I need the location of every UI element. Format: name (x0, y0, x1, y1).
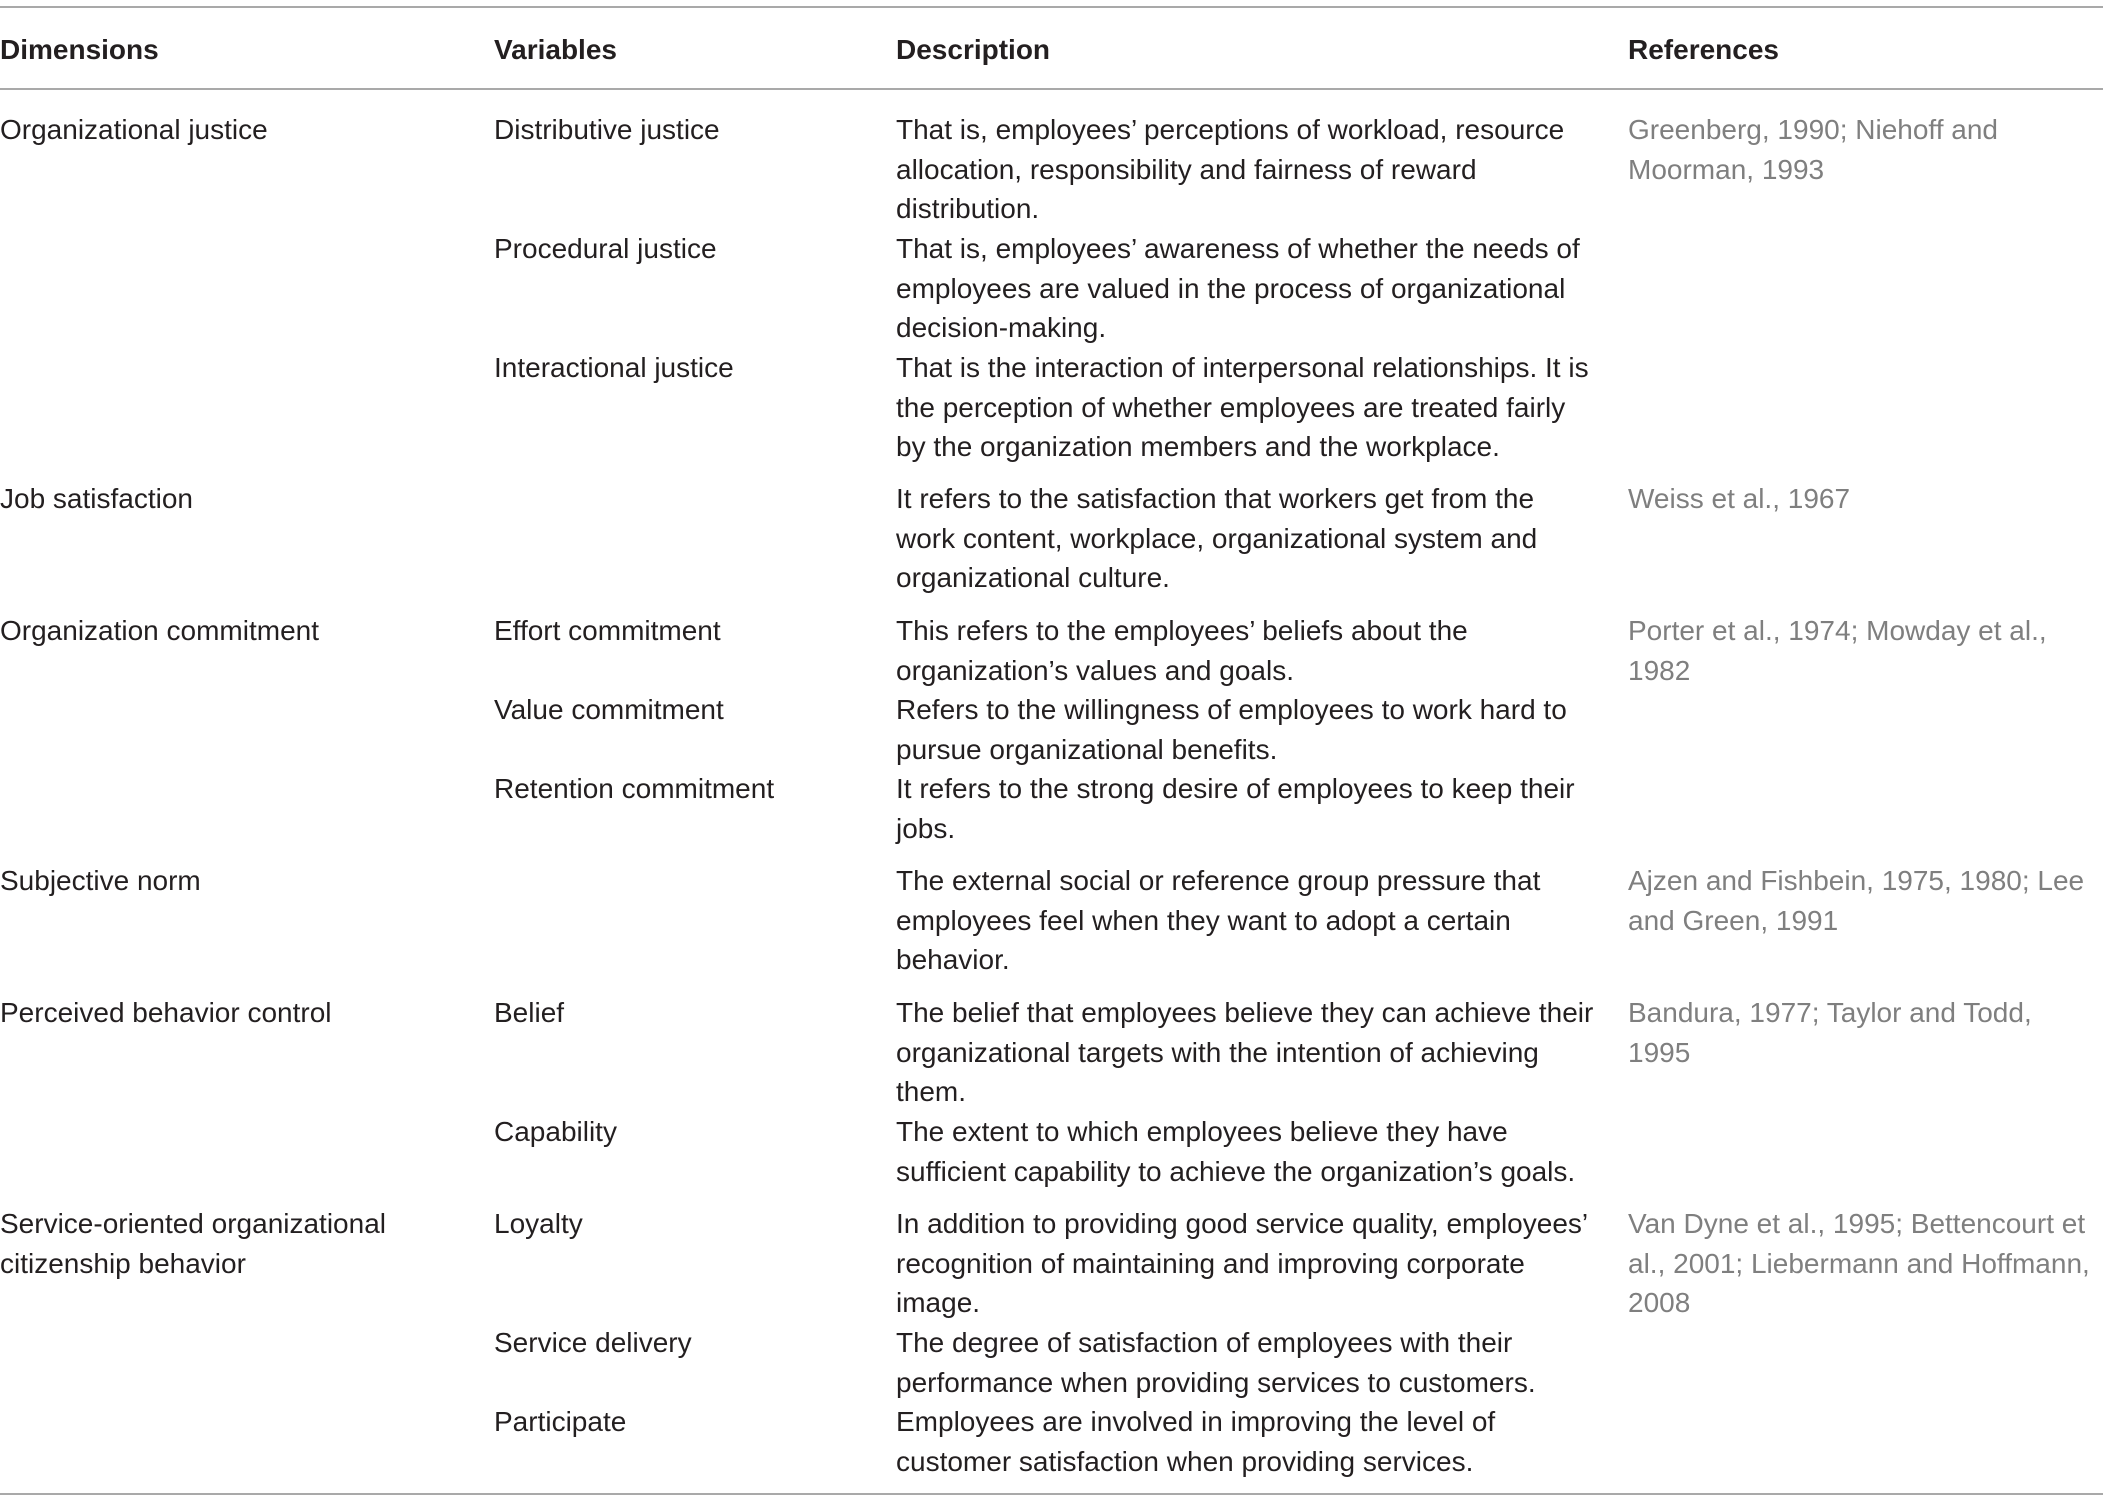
bottom-rule (0, 1493, 2103, 1495)
description-cell: That is, employees’ awareness of whether the needs of employees are valued in the process of organizational decision-making. (896, 233, 1580, 343)
references-cell: Van Dyne et al., 1995; Bettencourt et al., 2001; Liebermann and Hoffmann, 2008 (1628, 1208, 2090, 1318)
variable-cell: Participate (494, 1406, 627, 1437)
dimension-cell: Service-oriented organizational citizenship behavior (0, 1208, 386, 1279)
dimension-cell: Organizational justice (0, 114, 268, 145)
description-cell: The extent to which employees believe they have sufficient capability to achieve the organization’s goals. (896, 1116, 1576, 1187)
description-cell: It refers to the satisfaction that workers get from the work content, workplace, organizational system and organizational culture. (896, 483, 1538, 593)
description-cell: The degree of satisfaction of employees with their performance when providing services to customers. (896, 1327, 1536, 1398)
variable-cell: Loyalty (494, 1208, 583, 1239)
header-dimensions: Dimensions (0, 34, 159, 65)
dimension-cell: Job satisfaction (0, 483, 193, 514)
description-cell: Employees are involved in improving the level of customer satisfaction when providing services. (896, 1406, 1496, 1477)
description-cell: That is, employees’ perceptions of workload, resource allocation, responsibility and fairness of reward distribution. (896, 114, 1565, 224)
description-cell: That is the interaction of interpersonal relationships. It is the perception of whether employees are treated fairly by the organization members and the workplace. (896, 352, 1589, 462)
header-description: Description (896, 34, 1051, 65)
data-table (0, 6, 2103, 1495)
header-references: References (1628, 34, 1779, 65)
references-cell: Weiss et al., 1967 (1628, 483, 1851, 514)
variable-cell: Procedural justice (494, 233, 717, 264)
header-row (0, 8, 2103, 88)
description-cell: The external social or reference group pressure that employees feel when they want to adopt a certain behavior. (896, 865, 1541, 975)
variable-cell: Effort commitment (494, 615, 721, 646)
references-cell: Bandura, 1977; Taylor and Todd, 1995 (1628, 997, 2032, 1068)
references-cell: Ajzen and Fishbein, 1975, 1980; Lee and Green, 1991 (1628, 865, 2085, 936)
variable-cell: Interactional justice (494, 352, 734, 383)
references-cell: Porter et al., 1974; Mowday et al., 1982 (1628, 615, 2047, 686)
variable-cell: Distributive justice (494, 114, 720, 145)
references-cell: Greenberg, 1990; Niehoff and Moorman, 1993 (1628, 114, 1998, 185)
header-variables: Variables (494, 34, 617, 65)
dimension-cell: Organization commitment (0, 615, 320, 646)
description-cell: Refers to the willingness of employees to work hard to pursue organizational benefits. (896, 694, 1567, 765)
dimension-cell: Subjective norm (0, 865, 201, 896)
dimension-cell: Perceived behavior control (0, 997, 332, 1028)
variable-cell: Belief (494, 997, 565, 1028)
variable-cell: Capability (494, 1116, 617, 1147)
description-cell: This refers to the employees’ beliefs about the organization’s values and goals. (896, 615, 1468, 686)
table-body (0, 90, 2103, 1493)
variable-cell: Value commitment (494, 694, 724, 725)
variable-cell: Retention commitment (494, 773, 775, 804)
description-cell: It refers to the strong desire of employees to keep their jobs. (896, 773, 1575, 844)
description-cell: The belief that employees believe they can achieve their organizational targets with the intention of achieving them. (896, 997, 1594, 1107)
description-cell: In addition to providing good service quality, employees’ recognition of maintaining and improving corporate image. (896, 1208, 1588, 1318)
variable-cell: Service delivery (494, 1327, 692, 1358)
